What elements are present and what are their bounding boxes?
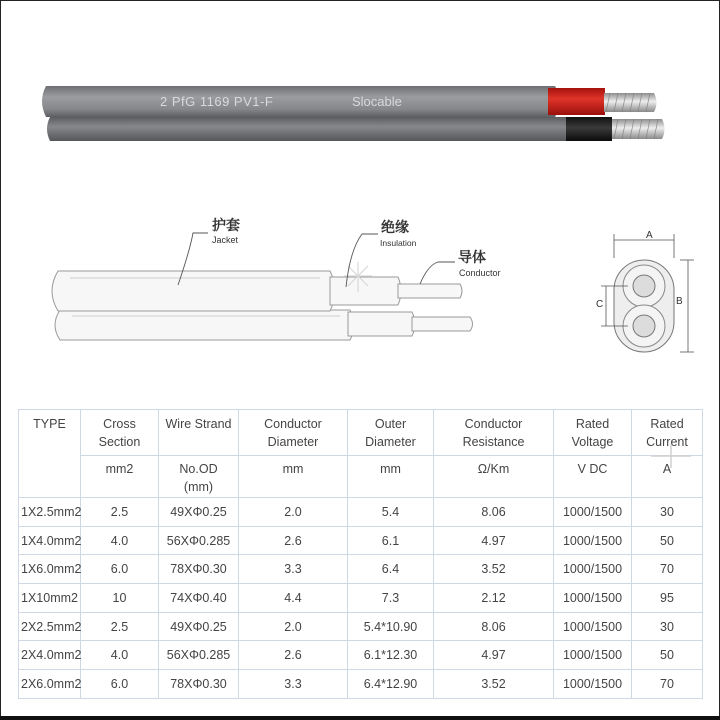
- unit-text: V DC: [577, 462, 608, 476]
- cable-lower-insulation: [566, 117, 612, 141]
- table-cell: 6.0: [81, 555, 159, 584]
- column-header-text: TYPE: [33, 417, 66, 431]
- type-cell: 1X2.5mm2: [19, 498, 81, 527]
- column-header-text: Rated: [650, 417, 684, 431]
- table-header-row: [19, 410, 703, 456]
- cable-upper-jacket: [42, 86, 560, 117]
- jacket-label-en: Jacket: [212, 235, 239, 245]
- table-cell: 6.0: [81, 670, 159, 699]
- table-cell: 56XΦ0.285: [159, 641, 239, 670]
- type-cell: 1X4.0mm2: [19, 526, 81, 555]
- type-cell: 2X2.5mm2: [19, 612, 81, 641]
- unit-cell: [239, 456, 348, 498]
- unit-text: A: [662, 462, 672, 476]
- table-cell: 95: [632, 584, 703, 613]
- column-header-type: [19, 410, 81, 498]
- cable-lower-jacket: [47, 117, 576, 141]
- dimension-a-label: A: [646, 230, 653, 241]
- conductor-label-cn: 导体: [458, 249, 486, 265]
- cross-section-top-conductor: [633, 275, 655, 297]
- table-cell: 3.52: [434, 670, 554, 699]
- table-units-row: [19, 456, 703, 498]
- unit-text: Ω/Km: [477, 462, 510, 476]
- column-header: [348, 410, 434, 456]
- table-cell: 49XΦ0.25: [159, 498, 239, 527]
- column-header-text: Rated: [575, 417, 610, 431]
- table-cell: 70: [632, 670, 703, 699]
- table-cell: 1000/1500: [554, 670, 632, 699]
- unit-text: (mm): [183, 480, 214, 494]
- table-row: [19, 612, 703, 641]
- table-cell: 4.97: [434, 641, 554, 670]
- cable-upper-insulation: [548, 88, 605, 115]
- column-header-text: Diameter: [267, 435, 319, 449]
- table-cell: 6.1*12.30: [348, 641, 434, 670]
- table-row: [19, 526, 703, 555]
- table-cell: 30: [632, 612, 703, 641]
- column-header-text: Voltage: [571, 435, 614, 449]
- table-cell: 5.4: [348, 498, 434, 527]
- table-cell: 1000/1500: [554, 555, 632, 584]
- diagram-lower-jacket: [55, 310, 354, 340]
- table-cell: 4.4: [239, 584, 348, 613]
- table-cell: 2.6: [239, 526, 348, 555]
- unit-cell: [348, 456, 434, 498]
- unit-cell: [632, 456, 703, 498]
- column-header-text: Cross: [103, 417, 136, 431]
- conductor-label-en: Conductor: [459, 268, 501, 278]
- column-header: [632, 410, 703, 456]
- table-row: [19, 670, 703, 699]
- column-header: [554, 410, 632, 456]
- table-cell: 2.5: [81, 498, 159, 527]
- column-header-text: Conductor: [264, 417, 322, 431]
- column-header: [239, 410, 348, 456]
- unit-cell: [554, 456, 632, 498]
- column-header-text: Conductor: [464, 417, 523, 431]
- table-cell: 1000/1500: [554, 498, 632, 527]
- dimension-b-label: B: [676, 296, 683, 307]
- table-cell: 7.3: [348, 584, 434, 613]
- column-header-text: Resistance: [462, 435, 525, 449]
- table-cell: 78XΦ0.30: [159, 555, 239, 584]
- table-cell: 2.0: [239, 612, 348, 641]
- column-header-text: Outer: [374, 417, 407, 431]
- table-cell: 70: [632, 555, 703, 584]
- insulation-label-cn: 绝缘: [381, 219, 409, 235]
- table-cell: 1000/1500: [554, 526, 632, 555]
- cable-structure-diagram: [0, 175, 720, 395]
- dimension-c-label: C: [596, 299, 604, 310]
- unit-cell: [81, 456, 159, 498]
- table-cell: 10: [81, 584, 159, 613]
- cross-section-figure: [614, 260, 674, 352]
- table-cell: 2.12: [434, 584, 554, 613]
- column-header: [159, 410, 239, 456]
- unit-text: mm2: [105, 462, 134, 476]
- table-cell: 50: [632, 641, 703, 670]
- conductor-leader-line: [420, 262, 455, 284]
- diagram-upper-insulation: [330, 277, 401, 305]
- table-row: [19, 584, 703, 613]
- specification-table: [18, 409, 703, 699]
- table-cell: 30: [632, 498, 703, 527]
- cable-brand-text: Slocable: [352, 94, 402, 109]
- table-cell: 4.0: [81, 526, 159, 555]
- table-cell: 49XΦ0.25: [159, 612, 239, 641]
- frame-bottom-border: [0, 716, 720, 720]
- type-cell: 2X6.0mm2: [19, 670, 81, 699]
- cable-printed-marking: 2 PfG 1169 PV1-F: [160, 94, 274, 109]
- column-header-text: Section: [98, 435, 141, 449]
- type-cell: 1X10mm2: [19, 584, 81, 613]
- unit-cell: [434, 456, 554, 498]
- table-cell: 4.0: [81, 641, 159, 670]
- table-cell: 74XΦ0.40: [159, 584, 239, 613]
- table-cell: 6.1: [348, 526, 434, 555]
- table-cell: 4.97: [434, 526, 554, 555]
- unit-text: mm: [282, 462, 304, 476]
- table-cell: 3.3: [239, 555, 348, 584]
- cable-photo: [0, 0, 720, 175]
- table-row: [19, 641, 703, 670]
- table-cell: 1000/1500: [554, 641, 632, 670]
- table-cell: 6.4: [348, 555, 434, 584]
- column-header-text: Wire Strand: [165, 417, 232, 431]
- column-header: [434, 410, 554, 456]
- table-cell: 2.0: [239, 498, 348, 527]
- unit-cell: [159, 456, 239, 498]
- table-cell: 3.3: [239, 670, 348, 699]
- column-header-text: Current: [646, 435, 688, 449]
- diagram-lower-conductor: [412, 317, 473, 331]
- insulation-label-en: Insulation: [380, 238, 417, 248]
- table-cell: 5.4*10.90: [348, 612, 434, 641]
- jacket-label-cn: 护套: [212, 217, 240, 233]
- column-header: [81, 410, 159, 456]
- table-cell: 3.52: [434, 555, 554, 584]
- table-row: [19, 555, 703, 584]
- table-cell: 8.06: [434, 612, 554, 641]
- table-cell: 2.6: [239, 641, 348, 670]
- unit-text: No.OD: [179, 462, 218, 476]
- table-row: [19, 498, 703, 527]
- table-cell: 78XΦ0.30: [159, 670, 239, 699]
- table-cell: 8.06: [434, 498, 554, 527]
- unit-text: mm: [380, 462, 401, 476]
- table-cell: 1000/1500: [554, 612, 632, 641]
- type-cell: 1X6.0mm2: [19, 555, 81, 584]
- table-cell: 56XΦ0.285: [159, 526, 239, 555]
- diagram-upper-conductor: [398, 284, 462, 298]
- type-cell: 2X4.0mm2: [19, 641, 81, 670]
- table-cell: 50: [632, 526, 703, 555]
- table-cell: 6.4*12.90: [348, 670, 434, 699]
- diagram-lower-insulation: [348, 312, 415, 336]
- table-cell: 2.5: [81, 612, 159, 641]
- table-cell: 1000/1500: [554, 584, 632, 613]
- column-header-text: Diameter: [365, 435, 416, 449]
- cross-section-bottom-conductor: [633, 315, 655, 337]
